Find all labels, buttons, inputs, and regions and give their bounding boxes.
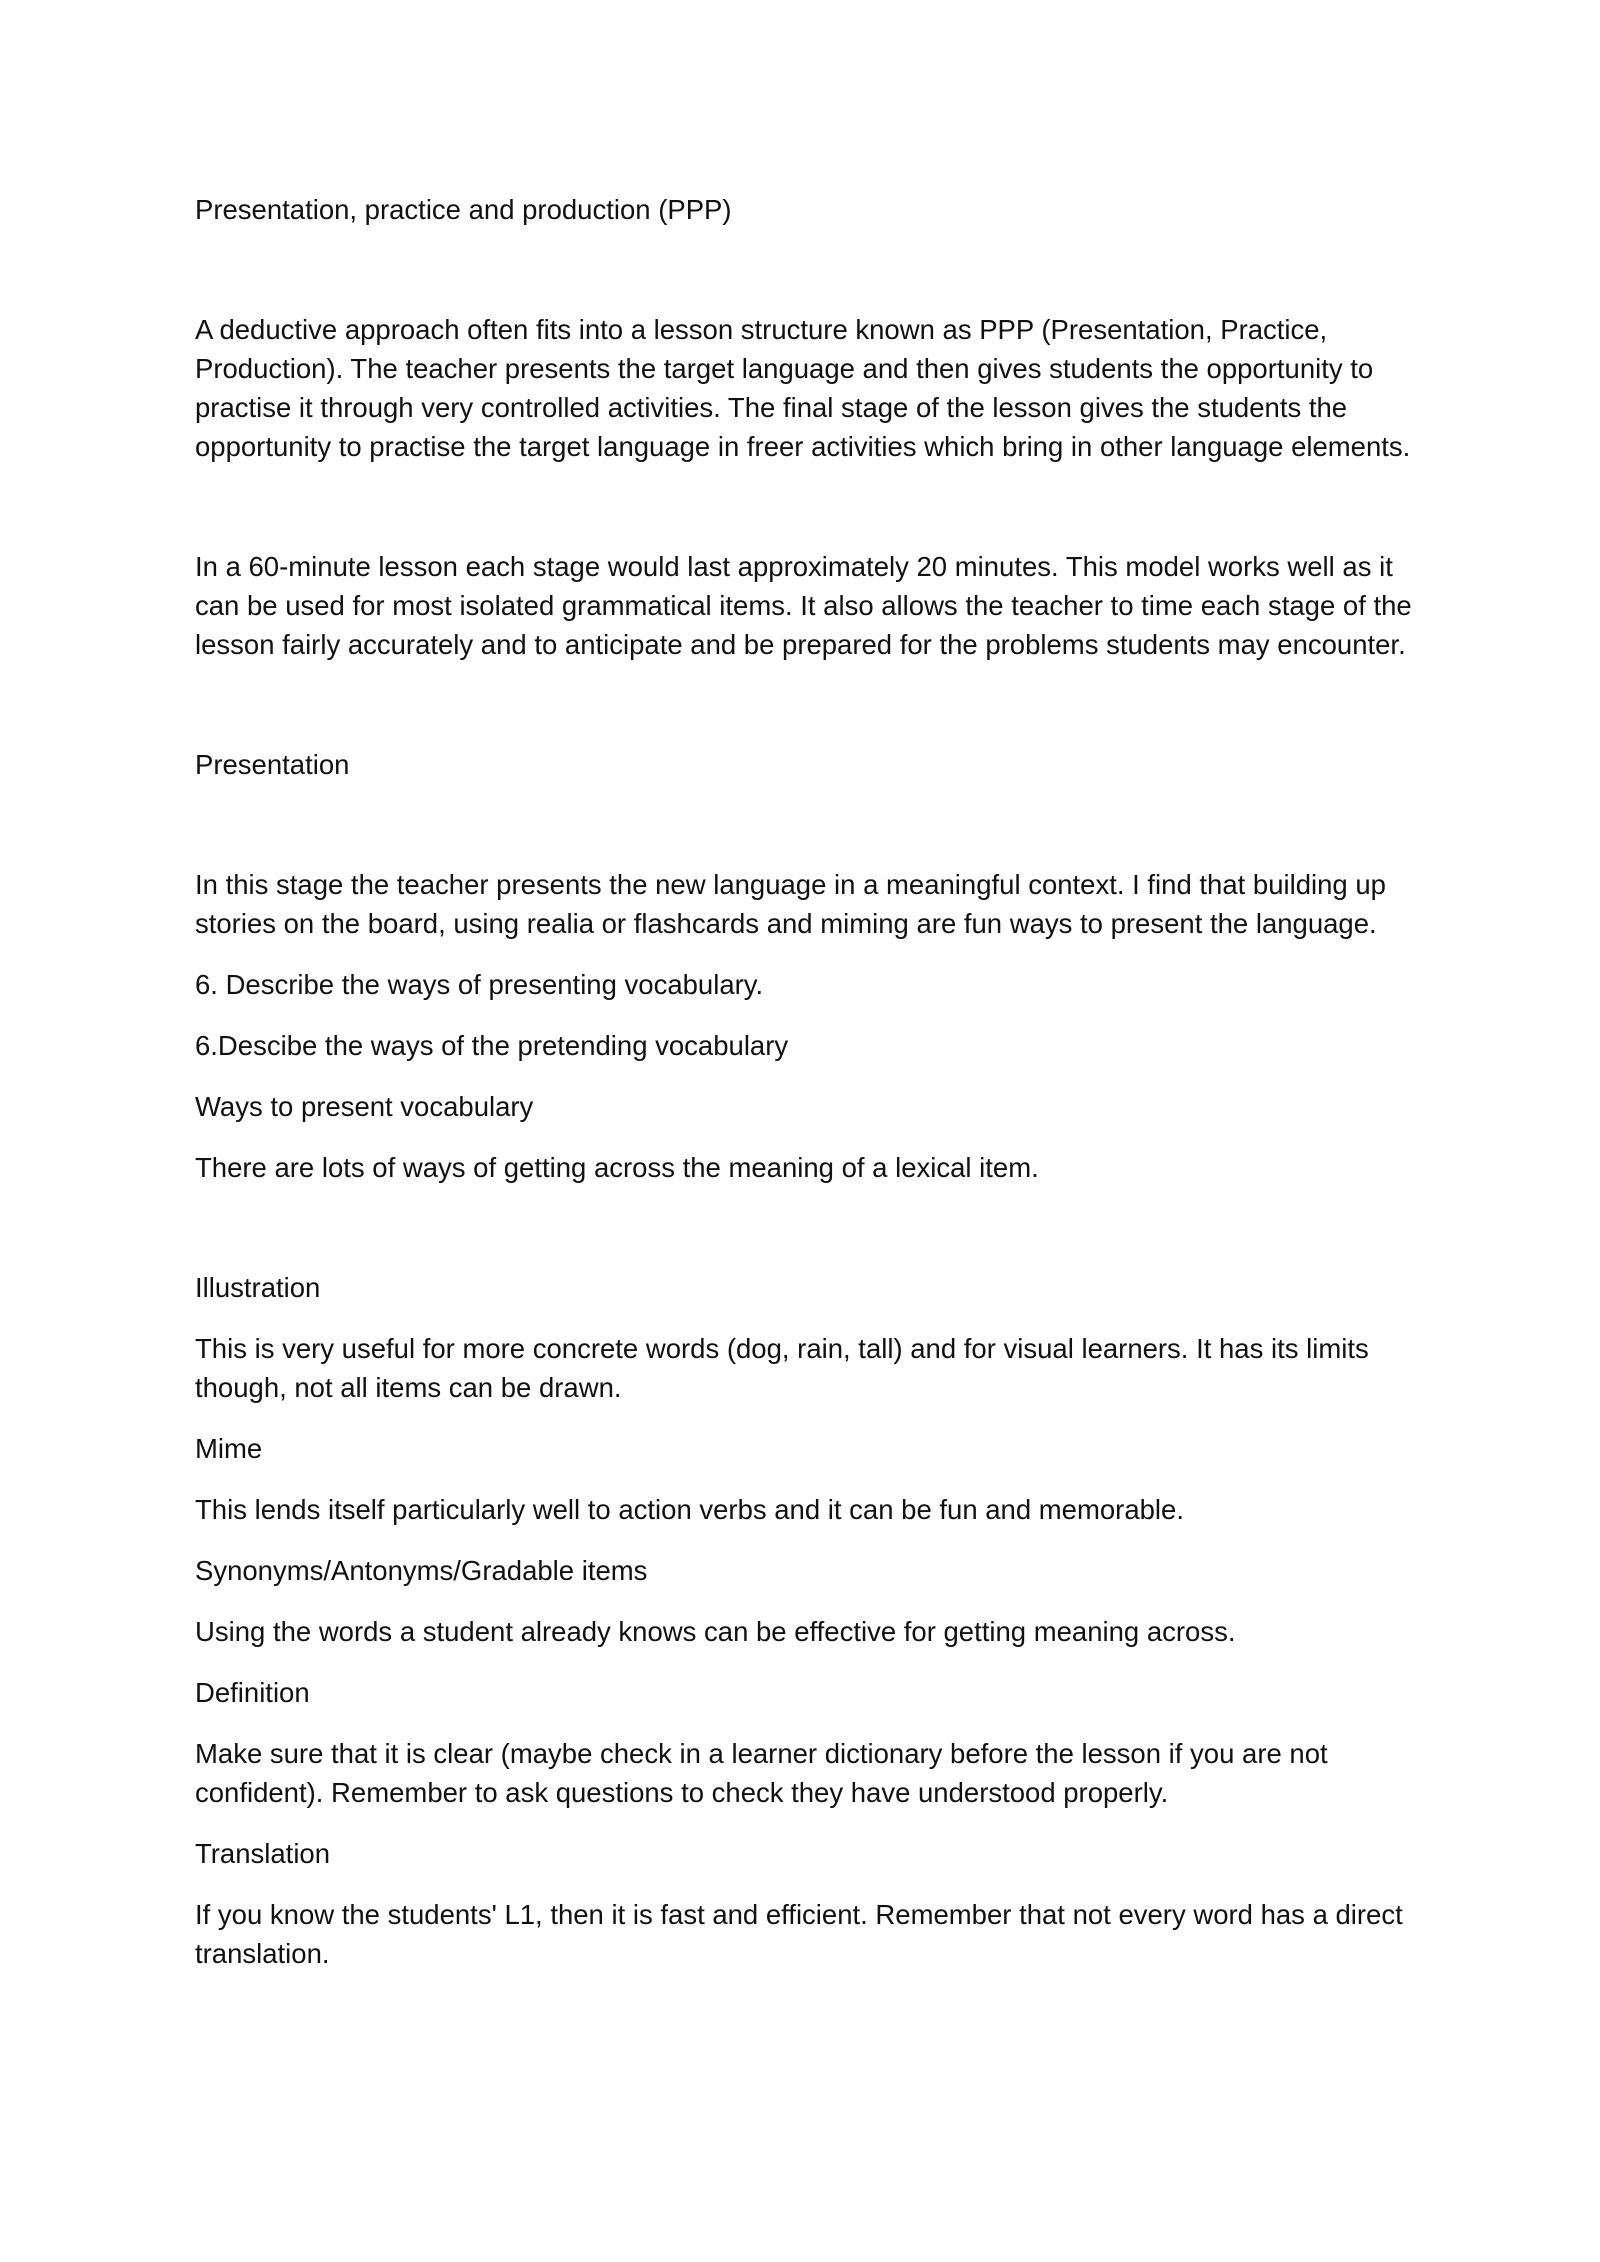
heading-ways-to-present: Ways to present vocabulary [195, 1091, 534, 1122]
paragraph-synonyms: Using the words a student already knows can be effective for getting meaning across. [195, 1616, 1236, 1647]
document-body [195, 190, 1420, 1973]
heading-illustration: Illustration [195, 1272, 321, 1303]
heading-presentation: Presentation [195, 749, 350, 780]
paragraph-illustration: This is very useful for more concrete words (dog, rain, tall) and for visual learners. It has its limits though, not all items can be drawn. [195, 1333, 1369, 1403]
paragraph-definition: Make sure that it is clear (maybe check in a learner dictionary before the lesson if you are not confident). Remember to ask questions to check they have understood properly. [195, 1738, 1328, 1808]
paragraph-lexical-item: There are lots of ways of getting across the meaning of a lexical item. [195, 1152, 1039, 1183]
paragraph-ppp-intro: A deductive approach often fits into a lesson structure known as PPP (Presentation, Practice, Production). The teacher presents the target language and then gives students the opportunity to practise it through very controlled activities. The final stage of the lesson gives the students the opportunity to practise the target language in freer activities which bring in other language elements. [195, 314, 1411, 462]
paragraph-translation: If you know the students' L1, then it is fast and efficient. Remember that not every word has a direct translation. [195, 1899, 1403, 1969]
heading-definition: Definition [195, 1677, 310, 1708]
heading-synonyms: Synonyms/Antonyms/Gradable items [195, 1555, 648, 1586]
document-title: Presentation, practice and production (PPP) [195, 194, 732, 225]
paragraph-lesson-timing: In a 60-minute lesson each stage would last approximately 20 minutes. This model works well as it can be used for most isolated grammatical items. It also allows the teacher to time each stage of the lesson fairly accurately and to anticipate and be prepared for the problems students may encounter. [195, 551, 1412, 660]
paragraph-presentation-stage: In this stage the teacher presents the new language in a meaningful context. I find that building up stories on the board, using realia or flashcards and miming are fun ways to present the language. [195, 869, 1386, 939]
question-6-repeat: 6.Descibe the ways of the pretending vocabulary [195, 1030, 789, 1061]
heading-translation: Translation [195, 1838, 331, 1869]
question-6: 6. Describe the ways of presenting vocabulary. [195, 969, 764, 1000]
heading-mime: Mime [195, 1433, 263, 1464]
paragraph-mime: This lends itself particularly well to action verbs and it can be fun and memorable. [195, 1494, 1184, 1525]
